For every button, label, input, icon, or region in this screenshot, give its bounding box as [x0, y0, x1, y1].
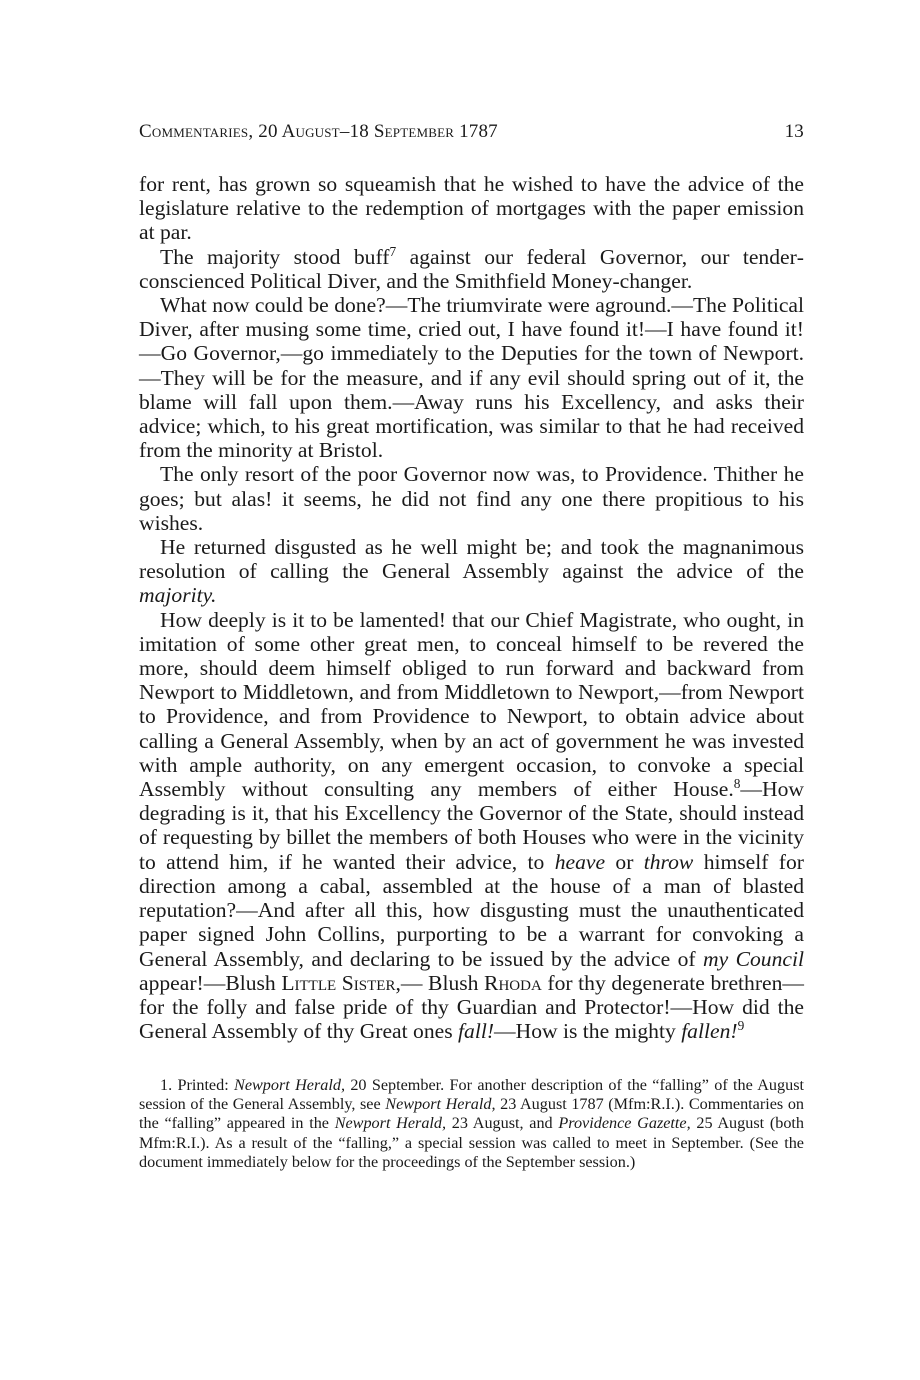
paragraph-6: [139, 608, 804, 1044]
page-number: 13: [784, 121, 804, 142]
paragraph-6-text-f: for thy degenerate brethren—for the folly and false pride of thy Guardian and Protector!—How did the General Assembly of thy Great ones: [139, 970, 804, 1044]
footnote-1-italic-4: Providence Gazette,: [558, 1114, 691, 1133]
paragraph-2: [139, 245, 804, 293]
paragraph-6-italic-council: my Council: [703, 946, 804, 971]
paragraph-6-text-c: himself for direction among a cabal, assembled at the house of a man of blasted reputation?—And after all this, how disgusting must the unauthenticated paper signed John Collins, purporting to be a warrant for convoking a General Assembly, and declaring to be issued by the advice of: [139, 849, 804, 971]
running-head-title: Commentaries, 20 August–18 September 1787: [139, 121, 498, 142]
footnote-1-text-b: 20 September. For another description of the “falling” of the August session of the General Assembly, see: [139, 1076, 804, 1114]
footnote-1-text-d: 23 August, and: [446, 1114, 559, 1133]
paragraph-4-text: The only resort of the poor Governor now was, to Providence. Thither he goes; but alas! it seems, he did not find any one there propitious to his wishes.: [139, 462, 804, 535]
note-reference-9: 9: [737, 1017, 745, 1033]
paragraph-5-italic-majority: majority.: [139, 583, 217, 608]
note-reference-7: 7: [389, 243, 397, 259]
footnote-1-text-a: 1. Printed:: [160, 1076, 235, 1094]
paragraph-3: [139, 293, 804, 462]
paragraph-6-italic-fallen: fallen!: [681, 1019, 738, 1044]
body-text: [139, 172, 804, 1043]
paragraph-6-text-e: — Blush: [400, 970, 485, 995]
paragraph-6-italic-heave: heave: [554, 849, 606, 874]
paragraph-5: [139, 535, 804, 608]
footnote-1-italic-3: Newport Herald,: [334, 1114, 447, 1133]
paragraph-6-text-a: How deeply is it to be lamented! that our Chief Magistrate, who ought, in imitation of some other great men, to conceal himself to be revered the more, should deem himself obliged to run forward and backward from Newport to Middletown, and from Middletown to Newport,—from Newport to Providence, and from Providence to Newport, to obtain advice about calling a General Assembly, when by an act of government he was invested with ample authority, on any emergent occasion, to convoke a special Assembly without consulting any members of either House.: [139, 607, 804, 802]
paragraph-6-text-b: —How degrading is it, that his Excellency the Governor of the State, should instead of requesting by billet the members of both Houses who were in the vicinity to attend him, if he wanted their advice, to: [139, 777, 804, 874]
paragraph-1: [139, 172, 804, 245]
paragraph-6-text-or: or: [605, 849, 644, 874]
footnote-1-text-c: 23 August 1787 (Mfm:R.I.). Commentaries on the “falling” appeared in the: [139, 1095, 805, 1133]
footnote-1-italic-2: Newport Herald,: [385, 1095, 496, 1114]
paragraph-6-smallcaps-little-sister: Little Sister,: [281, 970, 401, 995]
note-reference-8: 8: [733, 775, 741, 791]
running-head: [139, 121, 804, 151]
paragraph-2-text-a: The majority stood buff: [160, 244, 390, 269]
paragraph-6-text-d: appear!—Blush: [139, 970, 282, 995]
footnote-1-text-e: 25 August (both Mfm:R.I.). As a result of the “falling,” a special session was called to meet in September. (See the document immediately below for the proceedings of the September session.): [139, 1114, 805, 1171]
footnotes: [139, 1076, 804, 1172]
paragraph-4: [139, 462, 804, 535]
paragraph-5-text: He returned disgusted as he well might be; and took the magnanimous resolution of calling the General Assembly against the advice of the: [139, 535, 804, 584]
footnote-1-italic-1: Newport Herald,: [234, 1076, 346, 1094]
paragraph-6-italic-fall: fall!: [458, 1019, 495, 1044]
paragraph-2-text-b: against our federal Governor, our tenderconscienced Political Diver, and the Smithfield Money-changer.: [139, 244, 804, 293]
paragraph-3-text: What now could be done?—The triumvirate were aground.—The Political Diver, after musing some time, cried out, I have found it!—I have found it!—Go Governor,—go immediately to the Deputies for the town of Newport.—They will be for the measure, and if any evil should spring out of it, the blame will fall upon them.—Away runs his Excellency, and asks their advice; which, to his great mortification, was similar to that he had received from the minority at Bristol.: [139, 293, 804, 463]
footnote-1: [139, 1076, 804, 1172]
paragraph-6-italic-throw: throw: [643, 849, 694, 874]
paragraph-6-smallcaps-rhoda: Rhoda: [484, 970, 542, 995]
paragraph-6-text-g: —How is the mighty: [494, 1019, 682, 1044]
paragraph-1-text: for rent, has grown so squeamish that he wished to have the advice of the legislature relative to the redemption of mortgages with the paper emission at par.: [139, 172, 804, 245]
